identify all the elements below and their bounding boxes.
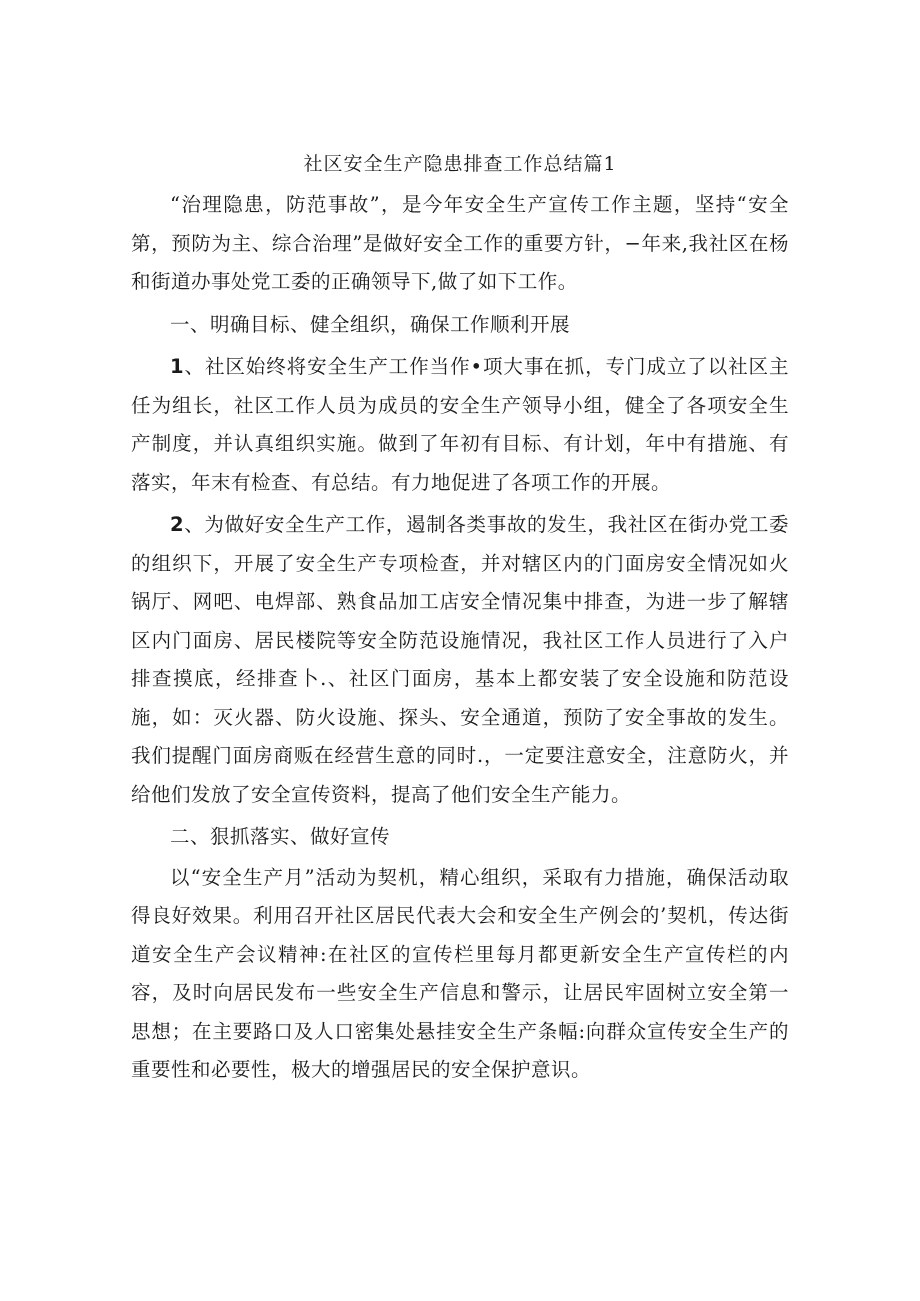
paragraph-number: 1 (170, 355, 185, 378)
section-heading-1: 一、明确目标、健全组织，确保工作顺利开展 (170, 312, 571, 336)
paragraph-number: 2 (170, 513, 185, 536)
document-body (131, 186, 789, 1090)
document-title: 社区安全生产隐患排查工作总结篇1 (303, 153, 617, 175)
publicity-paragraph: 以“安全生产月”活动为契机，精心组织，采取有力措施，确保活动取得良好效果。利用召开社区居民代表大会和安全生产例会的’契机，传达街道安全生产会议精神:在社区的宣传栏里每月都更新安全生产宣传栏的内容，及时向居民发布一些安全生产信息和警示，让居民牢固树立安全第一思想；在主要路口及人口密集处悬挂安全生产条幅:向群众宣传安全生产的重要性和必要性，极大的增强居民的安全保护意识。 (131, 865, 789, 1081)
intro-paragraph: “治理隐患，防范事故”，是今年安全生产宣传工作主题，坚持“安全第，预防为主、综合治理”是做好安全工作的重要方针，−年来,我社区在杨和街道办事处党工委的正确领导下,做了如下工作。 (131, 193, 789, 293)
numbered-paragraph-1 (131, 348, 789, 502)
paragraph-text: 、社区始终将安全生产工作当作•项大事在抓，专门成立了以社区主任为组长，社区工作人员为成员的安全生产领导小组，健全了各项安全生产制度，并认真组织实施。做到了年初有目标、有计划，年中有措施、有落实，年末有检查、有总结。有力地促进了各项工作的开展。 (131, 355, 789, 494)
section-heading-2: 二、狠抓落实、做好宣传 (170, 825, 391, 848)
numbered-paragraph-2 (131, 506, 789, 814)
paragraph-text: 、为做好安全生产工作，遏制各类事故的发生，我社区在街办党工委的组织下，开展了安全生产专项检查，并对辖区内的门面房安全情况如火锅厅、网吧、电焊部、熟食品加工店安全情况集中排查，为进一步了解辖区内门面房、居民楼院等安全防范设施情况，我社区工作人员进行了入户排查摸底，经排查卜.、社区门面房，基本上都安装了安全设施和防范设施，如：灭火器、防火设施、探头、安全通道，预防了安全事故的发生。我们提醒门面房商贩在经营生意的同时.，一定要注意安全，注意防火，并给他们发放了安全宣传资料，提高了他们安全生产能力。 (131, 513, 789, 806)
